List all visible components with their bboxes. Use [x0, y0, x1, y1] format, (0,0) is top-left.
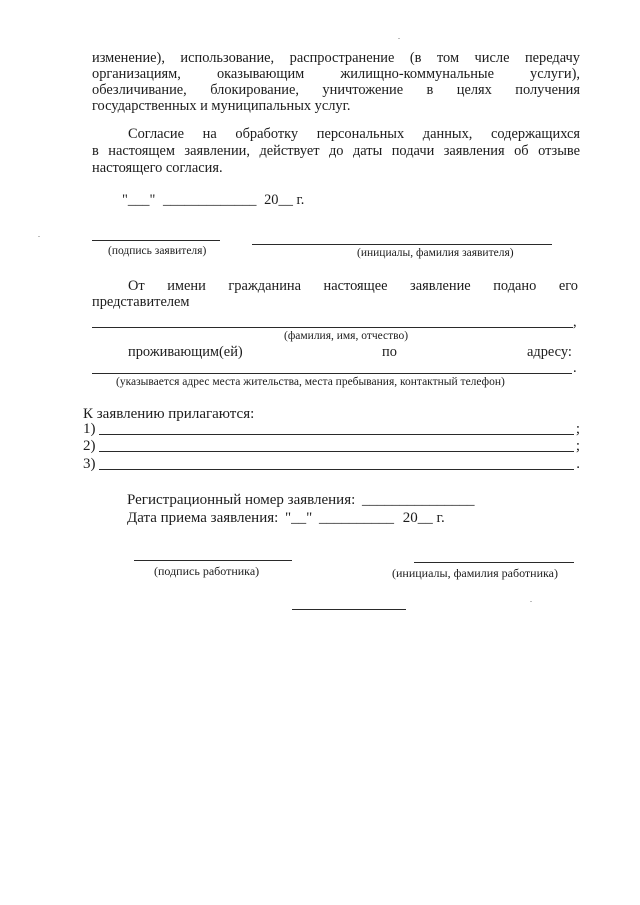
applicant-signature-line[interactable] [92, 240, 220, 241]
attachment-num-1: 1) [83, 421, 96, 437]
registration-number-row [127, 492, 475, 509]
consent-line-2: организациям, оказывающим жилищно-коммунальные услуги), [92, 66, 580, 82]
scan-speck [38, 236, 40, 237]
applicant-name-line[interactable] [252, 244, 552, 245]
address-word-1: проживающим(ей) [128, 344, 243, 360]
representative-fio-line[interactable] [92, 327, 573, 328]
registration-date-month[interactable]: __________ [319, 510, 395, 526]
applicant-signature-caption: (подпись заявителя) [108, 245, 207, 257]
attachment-row-2 [83, 438, 580, 455]
scan-speck [530, 601, 532, 602]
fio-caption: (фамилия, имя, отчество) [284, 330, 409, 342]
registration-number-field[interactable]: _______________ [362, 492, 475, 508]
scan-speck [398, 38, 400, 39]
address-line[interactable] [92, 373, 572, 374]
representative-line-1: От имени гражданина настоящее заявление подано его [128, 278, 578, 294]
date-month: _____________ [162, 192, 257, 208]
representative-paragraph [92, 278, 578, 310]
consent-line-1: изменение), использование, распространение (в том числе передачу [92, 50, 580, 66]
applicant-date-line [122, 192, 304, 209]
address-word-2: по [382, 344, 397, 360]
registration-date-row [127, 510, 445, 527]
address-line-period: . [573, 360, 577, 376]
validity-line-3: настоящего согласия. [92, 160, 223, 176]
registration-date-day[interactable]: "__" [285, 510, 313, 526]
attachment-row-1 [83, 421, 580, 438]
fio-line-comma: , [573, 314, 577, 330]
validity-line-1: Согласие на обработку персональных данных, содержащихся [128, 126, 580, 142]
worker-signature-caption: (подпись работника) [154, 564, 260, 578]
attachments-heading: К заявлению прилагаются: [83, 406, 255, 422]
consent-line-3: обезличивание, блокирование, уничтожение в целях получения [92, 82, 580, 98]
attachment-row-3 [83, 456, 580, 473]
attachment-end-3: . [576, 456, 580, 472]
consent-line-4: государственных и муниципальных услуг. [92, 98, 351, 114]
date-day: "___" [122, 192, 156, 208]
date-year: 20__ г. [264, 192, 305, 208]
attachment-num-3: 3) [83, 456, 96, 472]
worker-signature-line[interactable] [134, 560, 292, 561]
closing-separator-line [292, 609, 406, 610]
attachment-field-2[interactable] [99, 451, 574, 452]
validity-line-2: в настоящем заявлении, действует до даты подачи заявления об отзыве [92, 143, 580, 159]
registration-number-label: Регистрационный номер заявления: [127, 492, 356, 508]
applicant-name-caption: (инициалы, фамилия заявителя) [357, 247, 514, 259]
address-caption: (указывается адрес места жительства, места пребывания, контактный телефон) [116, 376, 505, 388]
representative-line-2: представителем [92, 294, 190, 310]
attachment-field-1[interactable] [99, 434, 574, 435]
attachment-num-2: 2) [83, 438, 96, 454]
address-word-3: адресу: [527, 344, 572, 360]
attachment-end-1: ; [575, 421, 580, 437]
registration-date-year: 20__ г. [402, 510, 445, 526]
attachment-field-3[interactable] [99, 469, 575, 470]
validity-paragraph [92, 126, 580, 177]
worker-name-caption: (инициалы, фамилия работника) [392, 566, 558, 580]
consent-paragraph [92, 50, 580, 114]
attachment-end-2: ; [575, 438, 580, 454]
worker-name-line[interactable] [414, 562, 574, 563]
registration-date-label: Дата приема заявления: [127, 510, 279, 526]
